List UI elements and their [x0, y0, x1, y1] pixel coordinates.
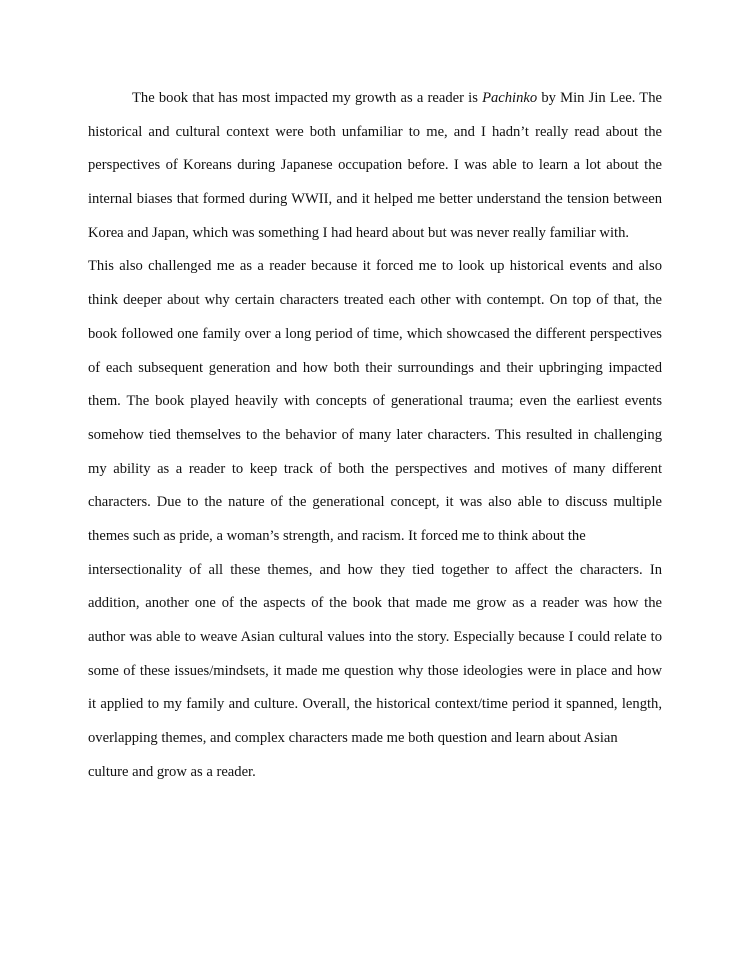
paragraph-line: my ability as a reader to keep track of both the perspectives and motives of many different: [88, 460, 662, 477]
paragraph-line: culture and grow as a reader.: [88, 763, 256, 780]
paragraph-line: somehow tied themselves to the behavior of many later characters. This resulted in challenging: [88, 426, 662, 443]
paragraph-line-1: [88, 86, 662, 120]
paragraph-line: them. The book played heavily with concepts of generational trauma; even the earliest events: [88, 393, 662, 410]
essay-paragraph: [88, 86, 662, 793]
paragraph-line: of each subsequent generation and how both their surroundings and their upbringing impacted: [88, 359, 662, 376]
paragraph-line: think deeper about why certain characters treated each other with contempt. On top of that, the: [88, 292, 662, 309]
paragraph-line: book followed one family over a long period of time, which showcased the different perspectives: [88, 325, 662, 342]
paragraph-line: perspectives of Koreans during Japanese occupation before. I was able to learn a lot about the: [88, 157, 662, 174]
paragraph-line: Korea and Japan, which was something I had heard about but was never really familiar with.: [88, 224, 630, 241]
line-1-start: The book that has most impacted my growth as a reader is: [132, 90, 483, 106]
paragraph-line: overlapping themes, and complex characters made me both question and learn about Asian: [88, 730, 618, 747]
line-1-end: by Min Jin Lee. The: [537, 90, 662, 106]
paragraph-line: characters. Due to the nature of the generational concept, it was also able to discuss multiple: [88, 494, 662, 511]
paragraph-line: themes such as pride, a woman’s strength, and racism. It forced me to think about the: [88, 527, 586, 544]
paragraph-line: intersectionality of all these themes, and how they tied together to affect the characters. In: [88, 561, 662, 578]
book-title: Pachinko: [482, 90, 538, 106]
paragraph-line: some of these issues/mindsets, it made me question why those ideologies were in place and how: [88, 662, 662, 679]
paragraph-line: historical and cultural context were both unfamiliar to me, and I hadn’t really read about the: [88, 123, 662, 140]
paragraph-line: addition, another one of the aspects of the book that made me grow as a reader was how the: [88, 595, 662, 612]
paragraph-line: author was able to weave Asian cultural values into the story. Especially because I could relate to: [88, 629, 662, 645]
paragraph-line: internal biases that formed during WWII, and it helped me better understand the tension between: [88, 191, 662, 208]
paragraph-line: This also challenged me as a reader because it forced me to look up historical events and also: [88, 258, 662, 275]
paragraph-line: it applied to my family and culture. Overall, the historical context/time period it spanned, length,: [88, 696, 662, 713]
